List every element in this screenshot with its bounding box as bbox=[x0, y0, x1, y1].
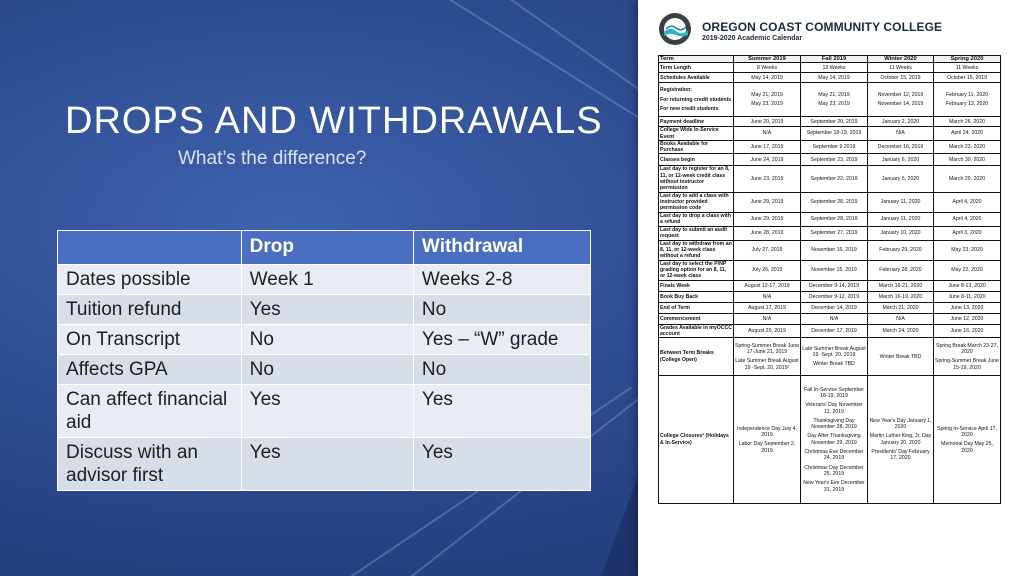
calendar-cell: March 23, 2020 bbox=[934, 140, 1001, 154]
calendar-cell-line: Presidents' Day February 17, 2020 bbox=[871, 449, 930, 462]
calendar-cell: Term Length bbox=[659, 63, 734, 73]
calendar-cell: June 29, 2019 bbox=[734, 212, 801, 226]
calendar-cell: N/A bbox=[734, 313, 801, 324]
calendar-cell-line: Memorial Day May 25, 2020 bbox=[941, 441, 993, 454]
calendar-header-cell: Term bbox=[659, 56, 734, 63]
slide-title: DROPS AND WITHDRAWALS bbox=[65, 100, 603, 142]
table-cell: Yes bbox=[413, 385, 590, 438]
table-cell: No bbox=[241, 355, 413, 385]
calendar-cell: August 17, 2019 bbox=[734, 302, 801, 313]
calendar-row bbox=[659, 212, 1001, 226]
calendar-cell: March 16-19, 2020 bbox=[868, 291, 934, 302]
college-logo-icon bbox=[658, 12, 692, 46]
table-row bbox=[58, 385, 591, 438]
calendar-cell: June 8-13, 2020 bbox=[934, 280, 1001, 291]
calendar-cell-line: For new credit students bbox=[660, 105, 719, 112]
calendar-cell-line: New Year's Day January 1, 2020 bbox=[869, 417, 932, 431]
calendar-cell: April 4, 2020 bbox=[934, 192, 1001, 212]
table-cell: Dates possible bbox=[58, 265, 242, 295]
calendar-cell: September 28, 2019 bbox=[801, 192, 868, 212]
calendar-row bbox=[659, 192, 1001, 212]
calendar-cell: March 16-21, 2020 bbox=[868, 280, 934, 291]
table-header-cell bbox=[58, 231, 242, 265]
calendar-cell-line: Thanksgiving Day November 28, 2019 bbox=[811, 417, 857, 431]
table-cell: Yes bbox=[241, 295, 413, 325]
calendar-cell-line: Spring In-Service April 17, 2020 bbox=[937, 425, 997, 438]
calendar-cell-line: Christmas Eve December 24, 2019 bbox=[804, 449, 864, 462]
calendar-cell: May 23, 2020 bbox=[934, 240, 1001, 260]
calendar-cell: January 10, 2020 bbox=[868, 226, 934, 240]
calendar-cell: Book Buy Back bbox=[659, 291, 734, 302]
calendar-cell: Commencement bbox=[659, 313, 734, 324]
calendar-cell: Last day to submit an audit request bbox=[659, 226, 734, 240]
calendar-cell-line: Day After Thanksgiving November 29, 2019 bbox=[807, 433, 861, 446]
calendar-cell: March 24, 2020 bbox=[868, 324, 934, 338]
calendar-cell: June 29, 2019 bbox=[734, 192, 801, 212]
table-cell: Affects GPA bbox=[58, 355, 242, 385]
calendar-cell: April 24, 2020 bbox=[934, 127, 1001, 141]
calendar-row bbox=[659, 83, 1001, 117]
calendar-cell: June 24, 2019 bbox=[734, 154, 801, 166]
calendar-cell: January 6, 2020 bbox=[868, 154, 934, 166]
calendar-cell: Last day to add a class with instructor provided permission code bbox=[659, 192, 734, 212]
calendar-cell-line: For returning credit students bbox=[660, 96, 732, 103]
calendar-cell: July 26, 2019 bbox=[734, 260, 801, 280]
calendar-cell: College Closures² (Holidays & In-Service) bbox=[659, 376, 734, 504]
calendar-cell: January 5, 2020 bbox=[868, 166, 934, 192]
calendar-row bbox=[659, 302, 1001, 313]
calendar-cell-line: Martin Luther King, Jr. Day January 20, 2020 bbox=[869, 433, 932, 446]
calendar-row bbox=[659, 260, 1001, 280]
calendar-row bbox=[659, 127, 1001, 141]
calendar-cell-line: February 11, 2020 bbox=[945, 92, 988, 98]
calendar-row bbox=[659, 376, 1001, 504]
calendar-cell: June 13, 2020 bbox=[934, 302, 1001, 313]
calendar-cell: September 22, 2019 bbox=[801, 166, 868, 192]
calendar-cell-line: November 12, 2019 bbox=[877, 92, 924, 98]
calendar-cell: September 23, 2019 bbox=[801, 154, 868, 166]
calendar-cell-line: May 21, 2019 bbox=[818, 92, 850, 98]
calendar-cell: August 12-17, 2019 bbox=[734, 280, 801, 291]
calendar-cell: June 28, 2019 bbox=[734, 226, 801, 240]
calendar-cell: January 2, 2020 bbox=[868, 117, 934, 127]
calendar-cell-line: Spring Break March 23-27, 2020 bbox=[936, 342, 998, 355]
calendar-cell-line: Independence Day July 4, 2019 bbox=[737, 425, 797, 438]
table-row bbox=[58, 438, 591, 491]
calendar-cell: July 27, 2019 bbox=[734, 240, 801, 260]
calendar-cell: March 26, 2020 bbox=[934, 117, 1001, 127]
calendar-cell: September 9 2019 bbox=[801, 140, 868, 154]
table-header-row bbox=[58, 231, 591, 265]
calendar-cell: December 9-12, 2019 bbox=[801, 291, 868, 302]
calendar-cell bbox=[659, 83, 734, 117]
calendar-row bbox=[659, 240, 1001, 260]
calendar-cell: June 16, 2020 bbox=[934, 324, 1001, 338]
table-cell: Yes – “W” grade bbox=[413, 325, 590, 355]
table-row bbox=[58, 295, 591, 325]
calendar-cell: December 9-14, 2019 bbox=[801, 280, 868, 291]
calendar-cell: Last day to select the P/NP grading option for an 8, 11, or 12-week class bbox=[659, 260, 734, 280]
calendar-body bbox=[659, 63, 1001, 504]
table-cell: No bbox=[413, 355, 590, 385]
calendar-row bbox=[659, 291, 1001, 302]
calendar-cell: Grades Available in myOCCC account bbox=[660, 324, 732, 337]
calendar-cell: N/A bbox=[868, 313, 934, 324]
calendar-cell-line: November 14, 2019 bbox=[877, 101, 924, 108]
calendar-cell bbox=[734, 338, 801, 376]
table-header-cell: Withdrawal bbox=[413, 231, 590, 265]
comparison-table bbox=[57, 230, 591, 491]
calendar-header-row bbox=[659, 56, 1001, 63]
calendar-cell bbox=[934, 338, 1001, 376]
calendar-cell: Winter Break TBD bbox=[868, 338, 934, 376]
calendar-cell: March 29, 2020 bbox=[934, 166, 1001, 192]
calendar-cell: September 28, 2019 bbox=[801, 212, 868, 226]
calendar-cell: Schedules Available bbox=[659, 73, 734, 83]
calendar-cell-line: May 23, 2019 bbox=[751, 101, 783, 108]
calendar-cell: Finals Week bbox=[659, 280, 734, 291]
calendar-cell-line: Late Summer Break August 19 -Sept. 20, 2019¹ bbox=[735, 358, 799, 371]
calendar-college-name: OREGON COAST COMMUNITY COLLEGE bbox=[702, 20, 943, 34]
calendar-row bbox=[659, 117, 1001, 127]
calendar-row bbox=[659, 73, 1001, 83]
calendar-cell-line: May 21, 2019 bbox=[751, 92, 783, 98]
calendar-cell: June 23, 2019 bbox=[734, 166, 801, 192]
calendar-cell: College Wide In-Service Event bbox=[659, 127, 734, 141]
calendar-cell bbox=[801, 338, 868, 376]
calendar-cell bbox=[934, 83, 1001, 117]
calendar-cell: October 15, 2019 bbox=[868, 73, 934, 83]
calendar-row bbox=[659, 154, 1001, 166]
calendar-cell: December 17, 2019 bbox=[801, 324, 868, 338]
table-cell: On Transcript bbox=[58, 325, 242, 355]
calendar-row bbox=[659, 338, 1001, 376]
calendar-header-cell: Fall 2019 bbox=[801, 56, 868, 63]
calendar-cell: N/A bbox=[868, 127, 934, 141]
table-cell: No bbox=[241, 325, 413, 355]
calendar-cell bbox=[734, 376, 801, 504]
calendar-cell bbox=[801, 83, 868, 117]
calendar-row bbox=[659, 226, 1001, 240]
table-cell: Weeks 2-8 bbox=[413, 265, 590, 295]
calendar-cell-line: Registration: bbox=[660, 87, 692, 94]
calendar-cell-line: Winter Break TBD bbox=[813, 361, 855, 368]
calendar-cell-line: New Year's Eve December 31, 2019 bbox=[803, 480, 865, 493]
calendar-cell: 11 Weeks bbox=[868, 63, 934, 73]
calendar-cell: March 30, 2020 bbox=[934, 154, 1001, 166]
calendar-row bbox=[659, 63, 1001, 73]
academic-calendar-image bbox=[638, 0, 1024, 576]
calendar-cell: January 11, 2020 bbox=[868, 192, 934, 212]
calendar-cell: 12 Weeks bbox=[801, 63, 868, 73]
calendar-row bbox=[659, 313, 1001, 324]
slide-subtitle: What’s the difference? bbox=[178, 148, 367, 169]
table-row bbox=[58, 325, 591, 355]
calendar-header-cell: Spring 2020 bbox=[934, 56, 1001, 63]
calendar-cell: February 29, 2020 bbox=[868, 240, 934, 260]
calendar-cell: June 20, 2019 bbox=[734, 117, 801, 127]
calendar-cell: May 14, 2019 bbox=[801, 73, 868, 83]
calendar-cell: April 4, 2020 bbox=[934, 212, 1001, 226]
calendar-cell: Between Term Breaks (College Open) bbox=[659, 338, 734, 376]
calendar-row bbox=[659, 140, 1001, 154]
calendar-cell: April 3, 2020 bbox=[934, 226, 1001, 240]
table-cell: Week 1 bbox=[241, 265, 413, 295]
calendar-row bbox=[659, 166, 1001, 192]
calendar-cell: N/A bbox=[801, 313, 868, 324]
calendar-cell: December 16, 2019 bbox=[868, 140, 934, 154]
calendar-cell-line: Spring-Summer Break June 17-June 21, 2019 bbox=[735, 342, 800, 355]
calendar-cell: Payment deadline bbox=[659, 117, 734, 127]
calendar-cell bbox=[734, 83, 801, 117]
calendar-cell: Classes begin bbox=[659, 154, 734, 166]
calendar-cell: October 15, 2019 bbox=[934, 73, 1001, 83]
calendar-cell: Last day to drop a class with a refund bbox=[659, 212, 734, 226]
calendar-cell: End of Term bbox=[659, 302, 734, 313]
calendar-row bbox=[659, 324, 1001, 338]
calendar-cell: N/A bbox=[734, 127, 801, 141]
calendar-cell: June 12, 2020 bbox=[934, 313, 1001, 324]
calendar-cell bbox=[868, 376, 934, 504]
table-cell: Yes bbox=[241, 385, 413, 438]
table-row bbox=[58, 265, 591, 295]
table-cell: Yes bbox=[241, 438, 413, 491]
table-cell: Discuss with an advisor first bbox=[58, 438, 242, 491]
calendar-cell bbox=[868, 83, 934, 117]
calendar-header-cell: Summer 2019 bbox=[734, 56, 801, 63]
calendar-cell bbox=[801, 376, 868, 504]
table-cell: No bbox=[413, 295, 590, 325]
calendar-cell: May 22, 2020 bbox=[934, 260, 1001, 280]
calendar-cell: March 21, 2020 bbox=[868, 302, 934, 313]
calendar-cell bbox=[934, 376, 1001, 504]
table-cell: Can affect financial aid bbox=[58, 385, 242, 438]
calendar-cell: June 17, 2019 bbox=[734, 140, 801, 154]
calendar-cell: November 15, 2019 bbox=[801, 260, 868, 280]
calendar-header-cell: Winter 2020 bbox=[868, 56, 934, 63]
calendar-cell: January 11, 2020 bbox=[868, 212, 934, 226]
calendar-row bbox=[659, 280, 1001, 291]
calendar-cell: 8 Weeks bbox=[734, 63, 801, 73]
table-header-cell: Drop bbox=[241, 231, 413, 265]
calendar-cell: September 27, 2019 bbox=[801, 226, 868, 240]
calendar-cell: May 14, 2019 bbox=[734, 73, 801, 83]
table-cell: Tuition refund bbox=[58, 295, 242, 325]
calendar-cell-line: Christmas Day December 25, 2019 bbox=[804, 464, 864, 477]
calendar-cell: Last day to register for an 8, 11, or 12-week credit class without instructor permission bbox=[659, 166, 734, 192]
calendar-cell: September 20, 2019 bbox=[801, 117, 868, 127]
calendar-cell: August 20, 2019 bbox=[734, 324, 801, 338]
calendar-cell-line: May 23, 2019 bbox=[818, 101, 850, 108]
calendar-cell: September 18-19, 2019 bbox=[801, 127, 868, 141]
calendar-cell-line: Labor Day September 2, 2019 bbox=[738, 441, 796, 454]
calendar-cell-line: Fall In-Service September 18-19, 2019 bbox=[804, 386, 864, 399]
calendar-cell: November 16, 2019 bbox=[801, 240, 868, 260]
table-row bbox=[58, 355, 591, 385]
calendar-cell: Last day to withdraw from an 8, 11, or 12-week class without a refund bbox=[660, 240, 732, 260]
calendar-cell: December 14, 2019 bbox=[801, 302, 868, 313]
table-cell: Yes bbox=[413, 438, 590, 491]
calendar-year-title: 2019-2020 Academic Calendar bbox=[702, 35, 803, 42]
calendar-cell: 11 Weeks bbox=[934, 63, 1001, 73]
calendar-cell: Books Available for Purchase bbox=[659, 140, 734, 154]
calendar-cell-line: February 13, 2020 bbox=[945, 101, 989, 108]
calendar-cell: N/A bbox=[734, 291, 801, 302]
calendar-table bbox=[658, 55, 1001, 504]
calendar-cell-line: Late Summer Break August 19 -Sept. 20, 2019 bbox=[802, 345, 866, 359]
calendar-cell: June 8-11, 2020 bbox=[934, 291, 1001, 302]
calendar-cell-line: Veterans' Day November 11, 2019 bbox=[805, 402, 863, 415]
calendar-cell: February 28, 2020 bbox=[868, 260, 934, 280]
calendar-cell-line: Spring-Summer Break June 15-19, 2020 bbox=[935, 358, 1000, 371]
